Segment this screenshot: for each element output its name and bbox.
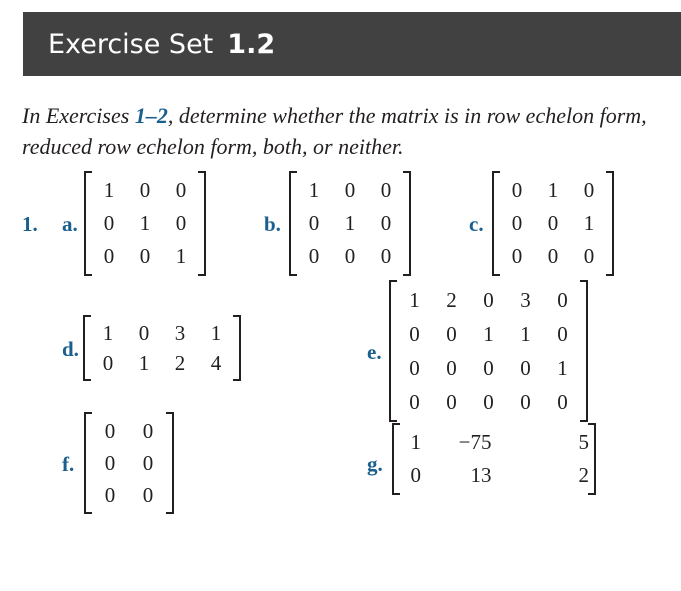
matrix-entry: 2: [578, 463, 589, 487]
matrix-entry: 1: [483, 321, 494, 346]
matrix-entry: 0: [138, 320, 150, 345]
matrix-entry: 0: [511, 211, 523, 235]
matrix-entry: 1: [139, 211, 151, 235]
matrix-entry: 0: [557, 389, 568, 414]
matrix-entry: 3: [174, 320, 186, 345]
matrix-entry: 0: [380, 211, 392, 235]
matrix-entry: 0: [520, 389, 531, 414]
matrix-entry: 0: [104, 482, 116, 507]
matrix-entry: 0: [139, 244, 151, 268]
part-b-label: b.: [264, 212, 281, 236]
part-f-label: f.: [62, 452, 75, 476]
matrix-g: [399, 426, 589, 492]
part-e-label: e.: [367, 340, 382, 364]
section-header: [23, 12, 681, 76]
matrix-entry: 0: [380, 178, 392, 202]
part-a-label: a.: [62, 212, 78, 236]
matrix-entry: 0: [557, 287, 568, 312]
matrix-entry: 0: [103, 244, 115, 268]
matrix-entry: 5: [481, 430, 492, 454]
part-g-label: g.: [367, 452, 383, 476]
matrix-entry: 2: [174, 350, 186, 375]
matrix-entry: 0: [175, 211, 187, 235]
matrix-entry: 0: [409, 355, 420, 380]
matrix-entry: 1: [308, 178, 320, 202]
matrix-a: [91, 174, 199, 273]
matrix-entry: 1: [344, 211, 356, 235]
matrix-entry: 0: [483, 287, 494, 312]
exercise-range-link[interactable]: 1–2: [134, 103, 168, 128]
matrix-entry: 0: [409, 389, 420, 414]
matrix-entry: 1: [547, 178, 559, 202]
matrix-entry: 1: [210, 320, 222, 345]
instructions-text: , determine whether the matrix is in row echelon form, reduced row echelon form, both, or neither.: [22, 103, 647, 159]
matrix-entry: 1: [410, 430, 421, 454]
matrix-entry: 4: [210, 350, 222, 375]
matrix-entry: 0: [142, 450, 154, 475]
exercise-number: 1.: [22, 212, 38, 236]
matrix-entry: 0: [308, 211, 320, 235]
matrix-entry: 1: [102, 320, 114, 345]
matrix-entry: 0: [103, 211, 115, 235]
matrix-entry: 1: [470, 463, 481, 487]
matrix-entry: 1: [557, 355, 568, 380]
matrix-entry: 1: [175, 244, 187, 268]
matrix-entry: 0: [483, 389, 494, 414]
matrix-c: [499, 174, 607, 273]
matrix-entry: 1: [520, 321, 531, 346]
matrix-entry: 1: [409, 287, 420, 312]
matrix-entry: 0: [547, 211, 559, 235]
matrix-b: [296, 174, 404, 273]
matrix-entry: 0: [142, 418, 154, 443]
part-d-label: d.: [62, 337, 79, 361]
matrix-entry: 1: [138, 350, 150, 375]
matrix-entry: 0: [446, 389, 457, 414]
matrix-entry: 2: [446, 287, 457, 312]
matrix-entry: 0: [102, 350, 114, 375]
matrix-entry: 0: [557, 321, 568, 346]
section-number: 1.2: [227, 28, 276, 60]
matrix-entry: 0: [344, 178, 356, 202]
matrix-entry: 0: [410, 463, 421, 487]
matrix-entry: 1: [103, 178, 115, 202]
matrix-entry: 0: [583, 244, 595, 268]
matrix-entry: 0: [104, 418, 116, 443]
matrix-entry: 0: [511, 178, 523, 202]
matrix-entry: −7: [458, 430, 481, 454]
matrix-entry: 0: [446, 355, 457, 380]
matrix-entry: 0: [139, 178, 151, 202]
matrix-f: [91, 415, 167, 511]
matrix-entry: 0: [142, 482, 154, 507]
matrix-entry: 0: [409, 321, 420, 346]
section-title: Exercise Set: [48, 28, 214, 60]
instructions: [22, 100, 662, 162]
matrix-entry: 0: [547, 244, 559, 268]
matrix-entry: 3: [481, 463, 492, 487]
matrix-entry: 0: [583, 178, 595, 202]
matrix-e: [396, 283, 581, 419]
matrix-entry: 0: [483, 355, 494, 380]
matrix-entry: 0: [104, 450, 116, 475]
part-c-label: c.: [469, 212, 484, 236]
matrix-entry: 0: [511, 244, 523, 268]
matrix-entry: 0: [380, 244, 392, 268]
matrix-entry: 3: [520, 287, 531, 312]
instructions-lead: In Exercises: [22, 103, 135, 128]
matrix-entry: 0: [520, 355, 531, 380]
matrix-entry: 5: [578, 430, 589, 454]
matrix-d: [90, 318, 234, 378]
matrix-entry: 1: [583, 211, 595, 235]
matrix-entry: 0: [175, 178, 187, 202]
matrix-entry: 0: [308, 244, 320, 268]
matrix-entry: 0: [446, 321, 457, 346]
matrix-entry: 0: [344, 244, 356, 268]
